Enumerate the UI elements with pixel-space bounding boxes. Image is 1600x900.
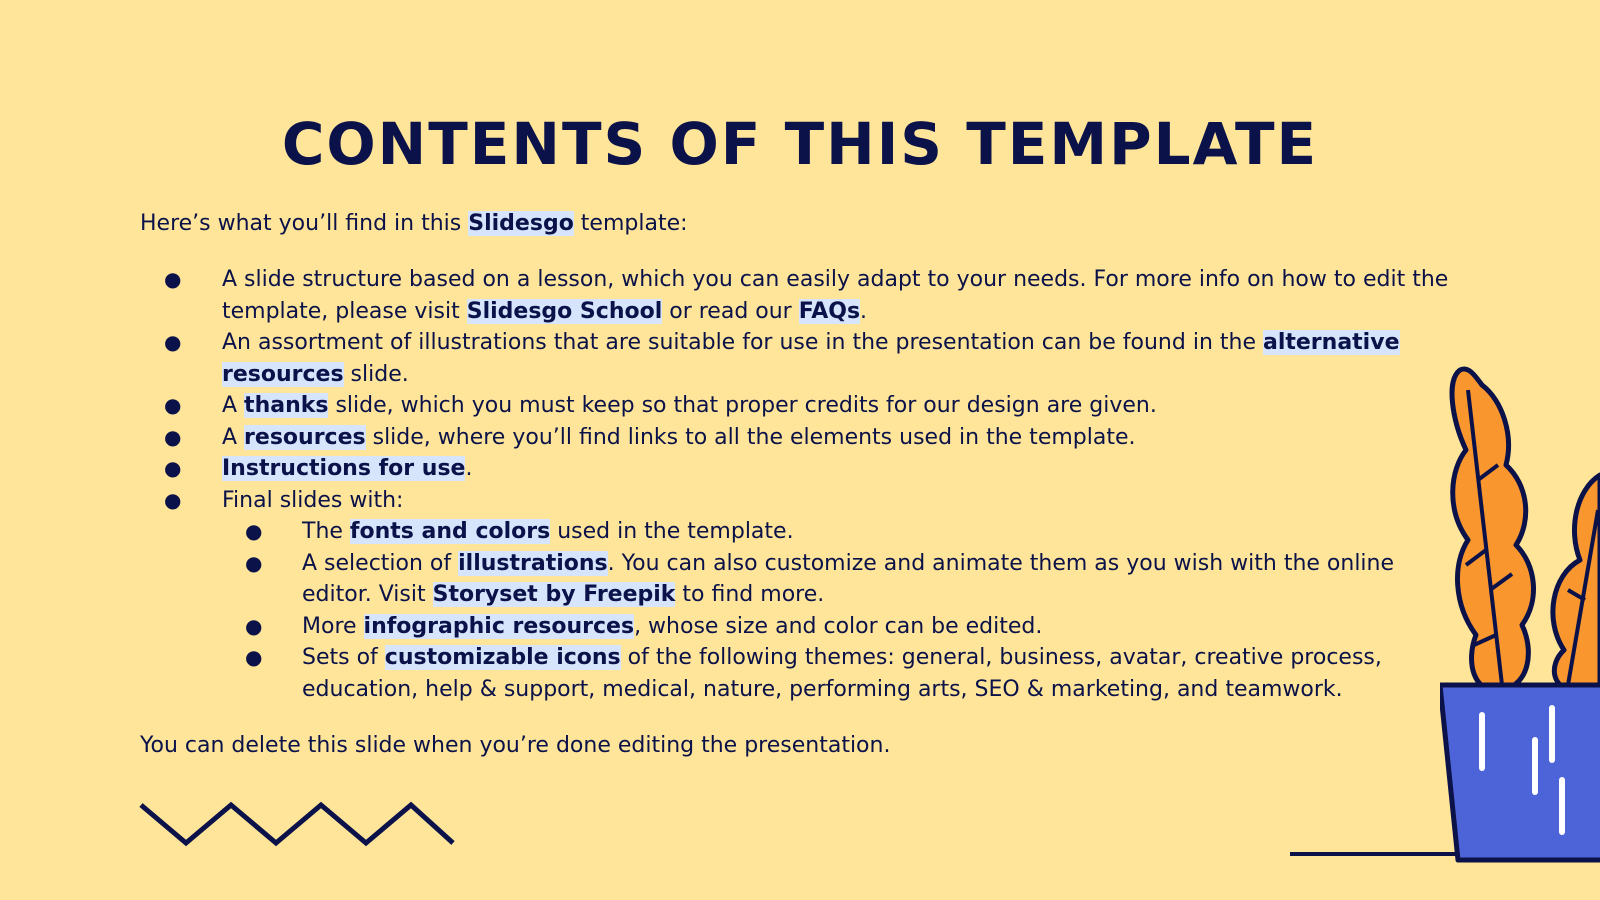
intro-text [140,209,688,239]
fonts-and-colors-link[interactable]: fonts and colors [349,519,551,544]
slidesgo-school-link[interactable]: Slidesgo School [466,298,663,324]
sublist-item-text: . You can also customize and animate them as you wish with the online editor. Visit [302,550,1395,607]
sublist-item [222,642,1460,705]
sublist-item-text: A selection of [302,550,459,576]
bullet-icon: ● [245,550,263,575]
list-item-text: Final slides with: [222,487,404,513]
faqs-link[interactable]: FAQs [798,298,861,324]
sublist-item-text: to find more. [675,582,825,607]
sublist-item-text: , whose size and color can be edited. [634,613,1043,639]
intro-text-before: Here’s what you’ll find in this [140,211,469,236]
intro-text-after: template: [573,211,688,236]
sublist-item-text: The [302,519,350,544]
list-item [140,390,1460,422]
list-item-text: An assortment of illustrations that are suitable for use in the presentation can be found in the [222,330,1263,355]
list-item-text: A [222,393,245,418]
sublist-item-text: used in the template. [550,519,794,544]
thanks-link[interactable]: thanks [244,393,329,418]
sublist-item-text: More [302,613,364,639]
list-item-text: slide, which you must keep so that proper credits for our design are given. [328,393,1157,418]
alternative-resources-link[interactable]: alternative resources [222,330,1400,387]
customizable-icons-link[interactable]: customizable icons [384,645,621,670]
bullet-icon: ● [245,613,263,638]
bullet-icon: ● [164,393,182,417]
bullet-icon: ● [245,645,263,669]
bullet-icon: ● [164,424,182,449]
bullet-icon: ● [164,487,182,512]
list-item-text: slide, where you’ll find links to all the elements used in the template. [365,424,1136,450]
list-item [140,327,1460,390]
sublist-item-text: of the following themes: general, business, avatar, creative process, education, help & support, medical, nature, performing arts, SEO & marketing, and teamwork. [302,645,1382,702]
storyset-link[interactable]: Storyset by Freepik [432,582,676,607]
zigzag-decoration [138,800,458,850]
contents-list [140,264,1460,705]
instructions-link[interactable]: Instructions for use [222,456,466,481]
list-item-text: . [860,298,868,324]
list-item-text: A slide structure based on a lesson, which you can easily adapt to your needs. For more info on how to edit the template, please visit [222,267,1449,324]
bullet-icon: ● [164,456,182,480]
illustrations-link[interactable]: illustrations [458,550,608,576]
list-item-text: slide. [343,361,409,387]
sublist-item-text: Sets of [302,645,385,670]
resources-link[interactable]: resources [244,424,366,450]
list-item-text: or read our [662,298,799,324]
slidesgo-link[interactable]: Slidesgo [468,211,574,236]
sublist-item [222,548,1460,611]
list-item-text: . [465,456,473,481]
sublist-item [222,516,1460,548]
bullet-icon: ● [164,330,182,354]
bullet-icon: ● [164,267,182,291]
list-item [140,264,1460,327]
list-item [140,453,1460,485]
plant-pot-illustration [1440,360,1600,880]
slide-title: CONTENTS OF THIS TEMPLATE [281,110,1319,178]
list-item-text: A [222,424,245,450]
bullet-icon: ● [245,519,263,543]
list-item [140,485,1460,706]
final-slides-sublist [222,516,1460,705]
infographic-resources-link[interactable]: infographic resources [363,613,635,639]
outro-text: You can delete this slide when you’re done editing the presentation. [140,733,891,758]
sublist-item [222,611,1460,643]
list-item [140,422,1460,454]
